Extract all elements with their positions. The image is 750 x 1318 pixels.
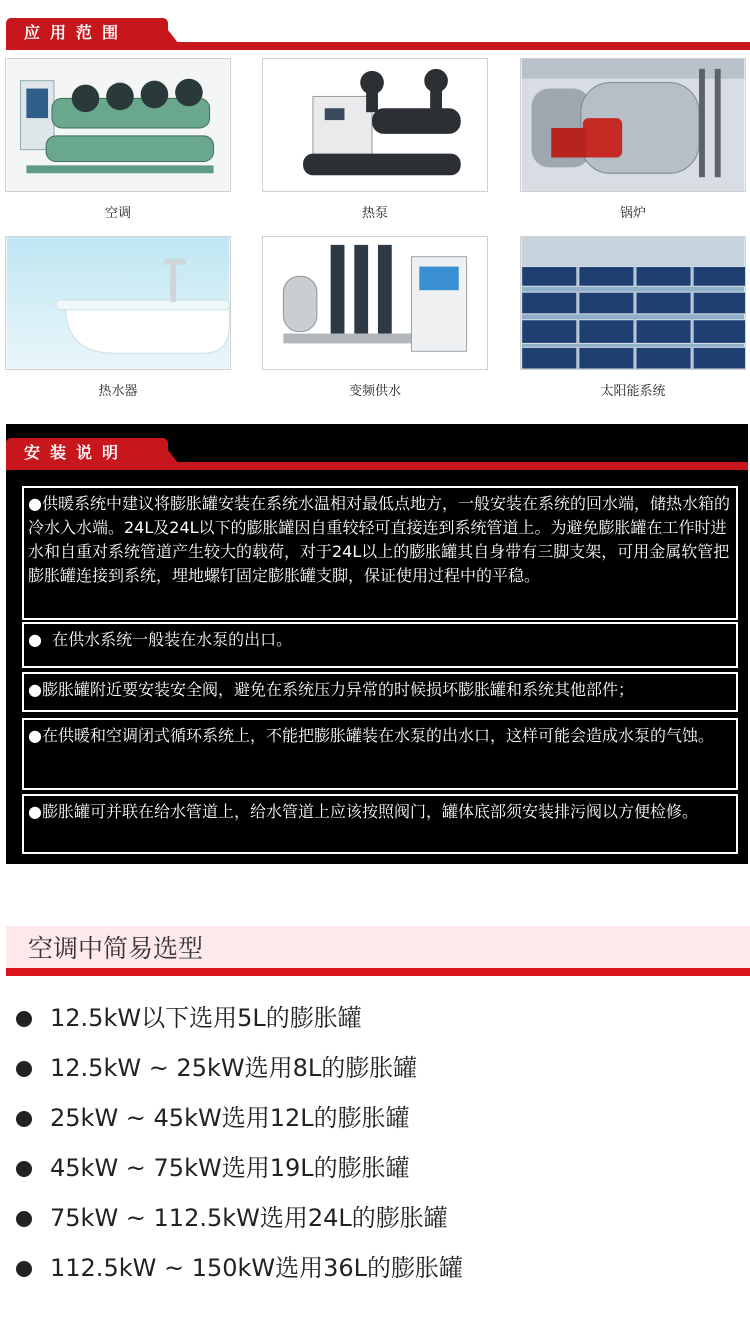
selection-item-text: 75kW ~ 112.5kW选用24L的膨胀罐 xyxy=(50,1204,448,1232)
install-panel xyxy=(6,424,748,864)
header-divider xyxy=(6,462,748,470)
header-divider xyxy=(6,42,750,50)
selection-item xyxy=(16,1152,410,1184)
selection-item xyxy=(16,1102,410,1134)
caption-water-heater: 热水器 xyxy=(98,384,138,399)
bullet-icon xyxy=(16,1261,32,1277)
selection-item xyxy=(16,1002,362,1034)
selection-item-text: 112.5kW ~ 150kW选用36L的膨胀罐 xyxy=(50,1254,464,1282)
bullet-icon xyxy=(16,1111,32,1127)
selection-item xyxy=(16,1052,417,1084)
bathtub-water-heater-photo xyxy=(5,236,231,370)
application-section-header xyxy=(0,18,750,50)
bullet-icon xyxy=(16,1061,32,1077)
selection-item-text: 45kW ~ 75kW选用19L的膨胀罐 xyxy=(50,1154,410,1182)
selection-heading: 空调中简易选型 xyxy=(28,934,204,963)
application-heading: 应用范围 xyxy=(6,18,168,48)
install-note: ●在供暖和空调闭式循环系统上，不能把膨胀罐装在水泵的出水口，这样可能会造成水泵的气蚀。 xyxy=(22,718,738,790)
caption-boiler: 锅炉 xyxy=(619,206,646,221)
install-note: ●供暖系统中建议将膨胀罐安装在系统水温相对最低点地方，一般安装在系统的回水端，储热水箱的冷水入水端。24L及24L以下的膨胀罐因自重较轻可直接连到系统管道上。为避免膨胀罐在工作时进水和自重对系统管道产生较大的载荷，对于24L以上的膨胀罐其自身带有三脚支架，可用金属软管把膨胀罐连接到系统，埋地螺钉固定膨胀罐支脚，保证使用过程中的平稳。 xyxy=(22,486,738,620)
selection-item-text: 25kW ~ 45kW选用12L的膨胀罐 xyxy=(50,1104,410,1132)
caption-solar-system: 太阳能系统 xyxy=(600,384,666,399)
header-divider xyxy=(6,968,750,976)
selection-item-text: 12.5kW以下选用5L的膨胀罐 xyxy=(50,1004,362,1032)
bullet-icon xyxy=(16,1211,32,1227)
install-note: ●膨胀罐附近要安装安全阀，避免在系统压力异常的时候损坏膨胀罐和系统其他部件； xyxy=(22,672,738,712)
selection-item xyxy=(16,1202,448,1234)
solar-panel-array-photo xyxy=(520,236,746,370)
bullet-icon xyxy=(16,1011,32,1027)
bullet-icon xyxy=(16,1161,32,1177)
caption-variable-frequency-water-supply: 变频供水 xyxy=(348,384,401,399)
boiler-photo xyxy=(520,58,746,192)
selection-item-text: 12.5kW ~ 25kW选用8L的膨胀罐 xyxy=(50,1054,418,1082)
caption-heat-pump: 热泵 xyxy=(361,206,388,221)
heat-pump-unit-photo xyxy=(262,58,488,192)
selection-item xyxy=(16,1252,463,1284)
booster-pump-station-photo xyxy=(262,236,488,370)
install-heading: 安装说明 xyxy=(6,438,168,468)
selection-section-header xyxy=(6,926,750,976)
water-chiller-photo xyxy=(5,58,231,192)
caption-air-conditioning: 空调 xyxy=(104,206,131,221)
install-note: ●膨胀罐可并联在给水管道上，给水管道上应该按照阀门，罐体底部须安装排污阀以方便检修。 xyxy=(22,794,738,854)
install-section-header xyxy=(0,438,748,470)
install-note: ● 在供水系统一般装在水泵的出口。 xyxy=(22,622,738,668)
